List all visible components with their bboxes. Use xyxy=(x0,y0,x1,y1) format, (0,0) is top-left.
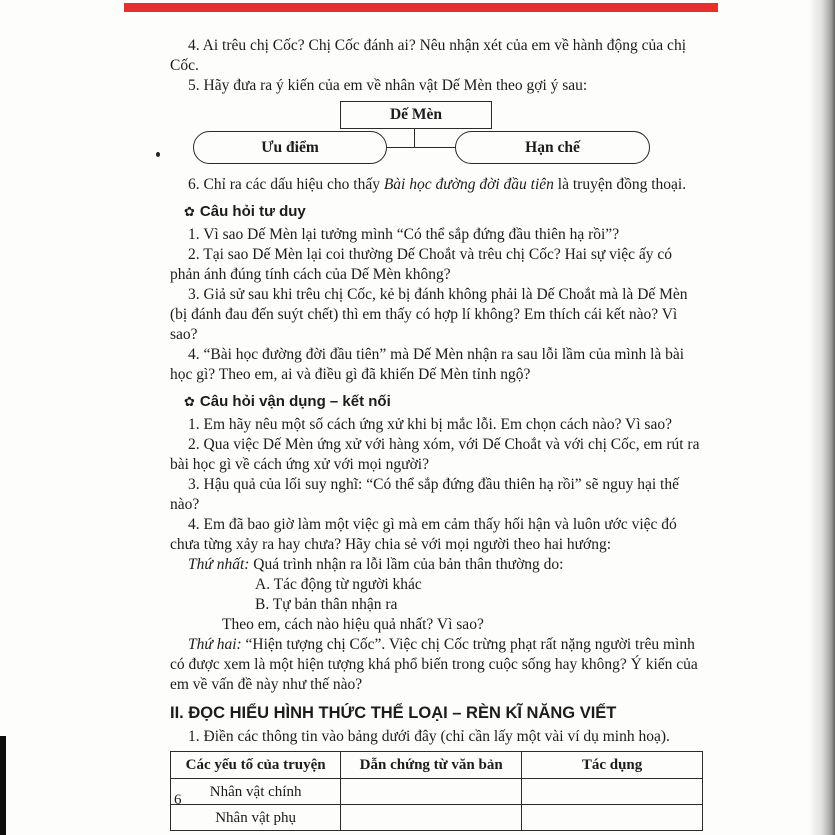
thinking-question-2: 2. Tại sao Dế Mèn lại coi thường Dế Choắt và trêu chị Cốc? Hai sự việc ấy có phản ánh đúng tính cách của Dế Mèn không? xyxy=(170,246,672,283)
thinking-question-4: 4. “Bài học đường đời đầu tiên” mà Dế Mèn nhận ra sau lỗi lầm của mình là bài học gì? Theo em, ai và điều gì đã khiến Dế Mèn tỉnh ngộ? xyxy=(170,346,685,383)
application-question-4: 4. Em đã bao giờ làm một việc gì mà em cảm thấy hối hận và luôn ước việc đó chưa từng xảy ra hay chưa? Hãy chia sẻ với mọi người theo hai hướng: xyxy=(170,516,677,553)
margin-dot xyxy=(156,152,160,157)
story-elements-table xyxy=(170,751,703,831)
page-edge-shadow xyxy=(809,0,835,835)
table-cell-secondary-character: Nhân vật phụ xyxy=(171,805,341,831)
page-content xyxy=(170,36,703,831)
table-header-elements: Các yếu tố của truyện xyxy=(171,752,341,779)
second-direction-label: Thứ hai: xyxy=(188,636,242,653)
table-cell-empty xyxy=(522,779,703,805)
diagram-right-box: Hạn chế xyxy=(455,131,650,164)
application-question-3: 3. Hậu quả của lối suy nghĩ: “Có thể sắp đứng đầu thiên hạ rồi” sẽ nguy hại thế nào? xyxy=(170,476,679,513)
application-heading xyxy=(170,392,703,412)
table-cell-empty xyxy=(341,779,522,805)
diagram-horizontal-line xyxy=(385,147,457,148)
flower-icon: ✿ xyxy=(184,394,195,409)
table-header-evidence: Dẫn chứng từ văn bản xyxy=(341,752,522,779)
thinking-question-3: 3. Giả sử sau khi trêu chị Cốc, kẻ bị đánh không phải là Dế Choắt mà là Dế Mèn (bị đánh đau đến suýt chết) thì em thấy có hợp lí không? Em thích cái kết nào? Vì sao? xyxy=(170,286,688,343)
application-question-2: 2. Qua việc Dế Mèn ứng xử với hàng xóm, với Dế Choắt và với chị Cốc, em rút ra bài học gì về cách ứng xử với mọi người? xyxy=(170,436,700,473)
question-6-suffix: là truyện đồng thoại. xyxy=(553,176,687,193)
page-number: 6 xyxy=(174,792,182,808)
left-edge-strip xyxy=(0,736,6,835)
option-a: A. Tác động từ người khác xyxy=(255,576,422,593)
table-row xyxy=(171,779,703,805)
section-2-heading: II. ĐỌC HIỂU HÌNH THỨC THỂ LOẠI – RÈN KĨ NĂNG VIẾT xyxy=(170,704,617,722)
question-4: 4. Ai trêu chị Cốc? Chị Cốc đánh ai? Nêu nhận xét của em về hành động của chị Cốc. xyxy=(170,37,686,74)
table-cell-empty xyxy=(341,805,522,831)
second-direction-text: “Hiện tượng chị Cốc”. Việc chị Cốc trừng phạt rất nặng người trêu mình có được xem là một hiện tượng khá phổ biến trong cuộc sống hay không? Ý kiến của em về vấn đề này như thế nào? xyxy=(170,636,698,693)
table-cell-main-character: Nhân vật chính xyxy=(171,779,341,805)
table-header-effect: Tác dụng xyxy=(522,752,703,779)
application-heading-label: Câu hỏi vận dụng – kết nối xyxy=(199,393,391,410)
conclusion-question: Theo em, cách nào hiệu quả nhất? Vì sao? xyxy=(222,616,484,633)
diagram-root-box: Dế Mèn xyxy=(340,101,492,129)
option-b: B. Tự bản thân nhận ra xyxy=(255,596,398,613)
question-6-title: Bài học đường đời đầu tiên xyxy=(383,176,554,193)
flower-icon: ✿ xyxy=(184,204,195,219)
diagram-vertical-line xyxy=(414,126,415,148)
thinking-question-1: 1. Vì sao Dế Mèn lại tưởng mình “Có thể sắp đứng đầu thiên hạ rồi”? xyxy=(188,226,620,243)
second-direction xyxy=(170,635,703,695)
table-header-row xyxy=(171,752,703,779)
application-question-1: 1. Em hãy nêu một số cách ứng xử khi bị mắc lỗi. Em chọn cách nào? Vì sao? xyxy=(188,416,672,433)
top-red-bar xyxy=(124,3,718,12)
question-6-prefix: 6. Chỉ ra các dấu hiệu cho thấy xyxy=(188,176,384,193)
thinking-heading xyxy=(170,202,703,222)
question-5: 5. Hãy đưa ra ý kiến của em về nhân vật Dế Mèn theo gợi ý sau: xyxy=(188,77,588,94)
diagram-left-box: Ưu điểm xyxy=(193,131,387,164)
first-direction-text: Quá trình nhận ra lỗi lầm của bản thân thường do: xyxy=(249,556,564,573)
first-direction-label: Thứ nhất: xyxy=(188,556,250,573)
question-6 xyxy=(170,175,703,195)
thinking-heading-label: Câu hỏi tư duy xyxy=(199,203,306,220)
section-2-intro: 1. Điền các thông tin vào bảng dưới đây (chỉ cần lấy một vài ví dụ minh hoạ). xyxy=(188,728,670,745)
table-row xyxy=(171,805,703,831)
table-cell-empty xyxy=(522,805,703,831)
character-diagram xyxy=(170,101,703,169)
first-direction xyxy=(170,555,703,575)
